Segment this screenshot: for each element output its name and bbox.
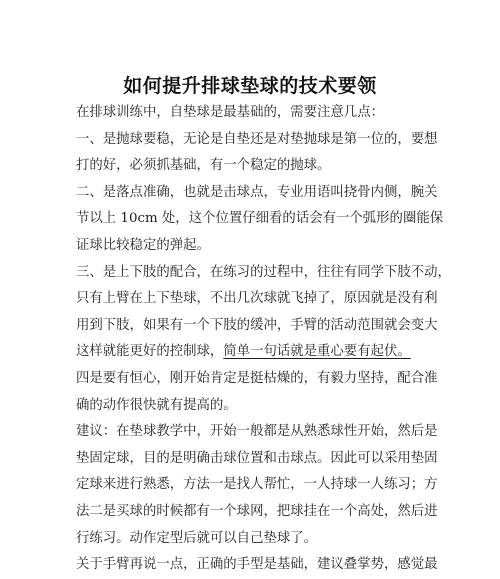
paragraph-line: 二、是落点准确，也就是击球点，专业用语叫挠骨内侧，腕关 (76, 184, 438, 200)
paragraph-line: 一、是抛球要稳，无论是自垫还是对垫抛球是第一位的，要想 (76, 131, 438, 147)
document-title: 如何提升排球垫球的技术要领 (123, 75, 377, 97)
paragraph-line: 行练习。动作定型后就可以自己垫球了。 (76, 530, 318, 546)
paragraph-line: 四是要有恒心，刚开始肯定是挺枯燥的，有毅力坚持，配合准 (76, 370, 438, 386)
paragraph-line: 打的好，必须抓基础，有一个稳定的抛球。 (76, 158, 331, 174)
paragraph-line: 建议：在垫球教学中，开始一般都是从熟悉球性开始，然后是 (76, 424, 438, 440)
paragraph-line: 法二是买球的时候都有一个球网，把球挂在一个高处，然后进 (76, 503, 438, 519)
paragraph-line-with-underline (76, 339, 496, 366)
paragraph-line: 确的动作很快就有提高的。 (76, 397, 237, 413)
line-prefix-text: 这样就能更好的控制球， (76, 344, 224, 360)
paragraph-line: 节以上 10cm 处，这个位置仔细看的话会有一个弧形的圈能保 (76, 211, 444, 227)
paragraph-line: 定球来进行熟悉，方法一是找人帮忙，一人持球一人练习；方 (76, 477, 438, 493)
paragraph-line: 只有上臂在上下垫球，不出几次球就飞掉了，原因就是没有利 (76, 291, 438, 307)
underlined-key-sentence: 简单一句话就是重心要有起伏。 (223, 344, 411, 360)
paragraph-line: 垫固定球，目的是明确击球位置和击球点。因此可以采用垫固 (76, 450, 438, 466)
paragraph-line: 三、是上下肢的配合，在练习的过程中，往往有同学下肢不动， (76, 264, 451, 280)
document-body (76, 100, 496, 579)
paragraph-line: 证球比较稳定的弹起。 (76, 237, 210, 253)
paragraph-line: 用到下肢，如果有一个下肢的缓冲，手臂的活动范围就会变大 (76, 317, 438, 333)
paragraph-line: 在排球训练中，自垫球是最基础的，需要注意几点： (76, 105, 384, 120)
paragraph-line: 关于手臂再说一点，正确的手型是基础，建议叠掌势，感觉最 (76, 557, 438, 573)
